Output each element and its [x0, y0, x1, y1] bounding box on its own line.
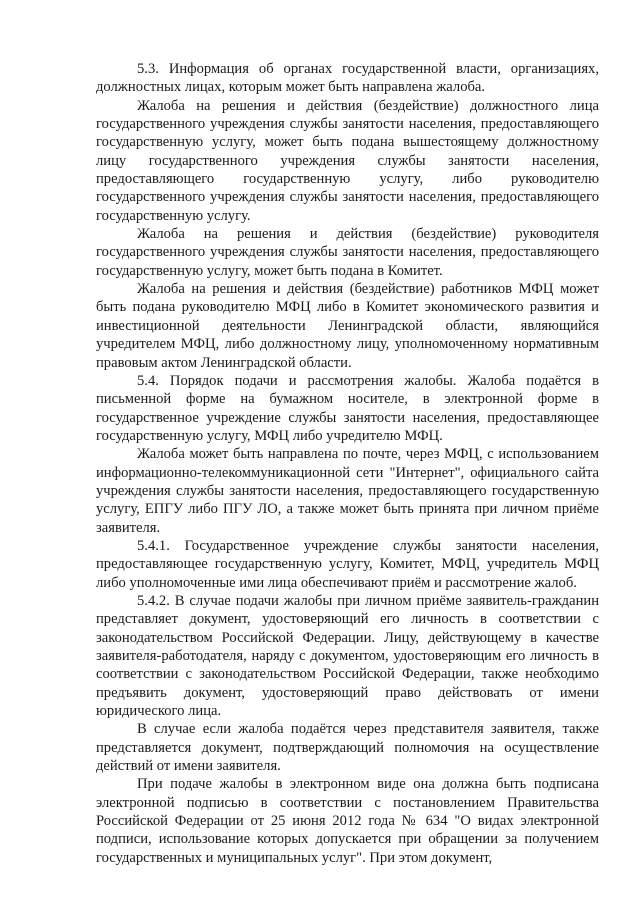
- paragraph-complaint-head: Жалоба на решения и действия (бездействие) руководителя государственного учреждения службы занятости населения, предоставляющего государственную услугу, может быть подана в Комитет.: [96, 226, 599, 279]
- paragraph-5-3: 5.3. Информация об органах государственной власти, организациях, должностных лицах, которым может быть направлена жалоба.: [96, 61, 599, 96]
- paragraph-complaint-mfc: Жалоба на решения и действия (бездействие) работников МФЦ может быть подана руководителю МФЦ либо в Комитет экономического развития и инвестиционной деятельности Ленинградской области, являющийся учредителем МФЦ, либо должностному лицу, уполномоченному нормативным правовым актом Ленинградской области.: [96, 281, 599, 371]
- paragraph-electronic-signature: При подаче жалобы в электронном виде она должна быть подписана электронной подписью в соответствии с постановлением Правительства Российской Федерации от 25 июня 2012 года № 634 "О видах электронной подписи, использование которых допускается при обращении за получением государственных и муниципальных услуг". При этом документ,: [96, 776, 599, 866]
- paragraph-5-4-1: 5.4.1. Государственное учреждение службы занятости населения, предоставляющее государственную услугу, Комитет, МФЦ, учредитель МФЦ либо уполномоченные ими лица обеспечивают приём и рассмотрение жалоб.: [96, 537, 599, 591]
- paragraph-representative: В случае если жалоба подаётся через представителя заявителя, также представляется документ, подтверждающий полномочия на осуществление действий от имени заявителя.: [96, 721, 599, 775]
- document-body: [96, 60, 599, 867]
- paragraph-complaint-official: Жалоба на решения и действия (бездействие) должностного лица государственного учреждения службы занятости населения, предоставляющего государственную услугу, может быть подана вышестоящему должностному лицу государственного учреждения службы занятости населения, предоставляющего государственную услугу, либо руководителю государственного учреждения службы занятости населения, предоставляющего государственную услугу.: [96, 97, 599, 224]
- paragraph-submission-channels: Жалоба может быть направлена по почте, через МФЦ, с использованием информационно-телекоммуникационной сети "Интернет", официального сайта учреждения службы занятости населения, предоставляющего государственную услугу, ЕПГУ либо ПГУ ЛО, а также может быть принята при личном приёме заявителя.: [96, 446, 599, 536]
- paragraph-5-4: 5.4. Порядок подачи и рассмотрения жалобы. Жалоба подаётся в письменной форме на бумажном носителе, в электронной форме в государственное учреждение службы занятости населения, предоставляющее государственную услугу, МФЦ либо учредителю МФЦ.: [96, 372, 599, 444]
- paragraph-5-4-2: 5.4.2. В случае подачи жалобы при личном приёме заявитель-гражданин представляет документ, удостоверяющий его личность в соответствии с законодательством Российской Федерации. Лицу, действующему в качестве заявителя-работодателя, наряду с документом, удостоверяющим его личность в соответствии с законодательством Российской Федерации, также необходимо предъявить документ, удостоверяющий право действовать от имени юридического лица.: [96, 592, 599, 720]
